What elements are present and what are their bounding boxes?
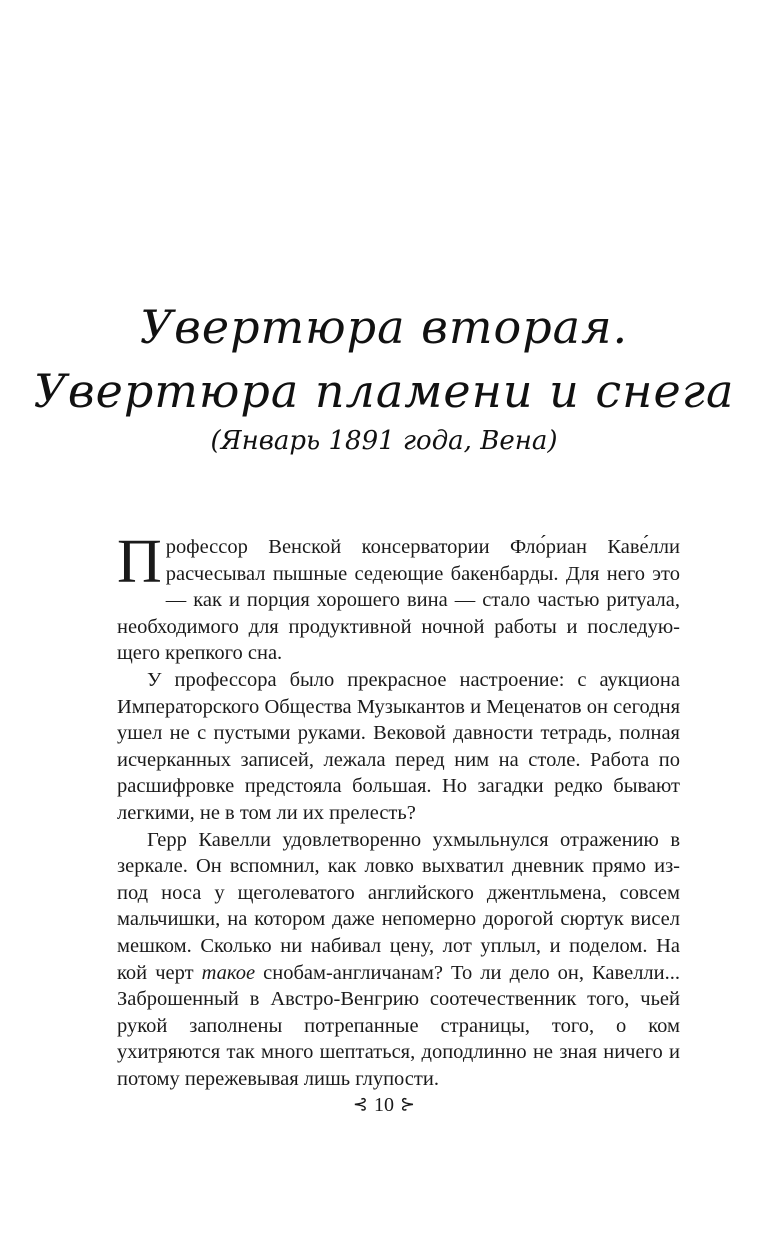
chapter-subtitle-date-place: (Январь 1891 года, Вена) [210, 426, 558, 456]
chapter-title-line-2: Увертюра пламени и снега [33, 364, 735, 418]
ornament-right-icon: ⊱ [400, 1094, 416, 1114]
paragraph-3-text-a: Герр Кавелли удовлетворенно ухмыльнулся отражению в зеркале. Он вспомнил, как ловко выхватил дневник прямо из-под носа у щеголеватого английского джентльмена, совсем мальчишки, на котором даже непомерно дорогой сюртук висел мешком. Сколько ни набивал цену, лот уплыл, и поделом. На кой черт [117, 828, 680, 984]
page-number: 10 [374, 1094, 394, 1116]
body-text [117, 528, 680, 1092]
ornament-left-icon: ⊰ [352, 1094, 368, 1114]
paragraph-2: У профессора было прекрасное настроение: с аукциона Императорского Общества Музыкантов и Меценатов он сегодня ушел не с пустыми руками. Вековой давности тетрадь, полная исчерканных записей, лежала перед ним на столе. Работа по расшифровке предстояла большая. Но загадки редко бывают легкими, не в том ли их прелесть? [117, 668, 680, 824]
chapter-title-line-1: Увертюра вторая. [139, 300, 629, 354]
drop-cap: П [117, 528, 162, 596]
paragraph-1 [117, 528, 680, 667]
paragraph-3 [117, 827, 680, 1093]
paragraph-1-text: рофессор Венской консерватории Фло́риан Каве́лли расчесывал пышные седеющие бакенбарды. Для него это — как и порция хорошего вина — стало частью ритуала, необходимого для продуктивной ночной работы и последующего крепкого сна. [117, 536, 680, 665]
paragraph-3-text-b: снобам-англичанам? То ли дело он, Кавелли... Заброшенный в Австро-Венгрию соотечественник того, чьей рукой заполнены потрепанные страницы, того, о ком ухитряются так много шептаться, доподлинно не зная ничего и потому пережевывая лишь глупости. [117, 961, 680, 1090]
page-footer [0, 1094, 768, 1117]
emphasis-word: такое [201, 961, 256, 984]
